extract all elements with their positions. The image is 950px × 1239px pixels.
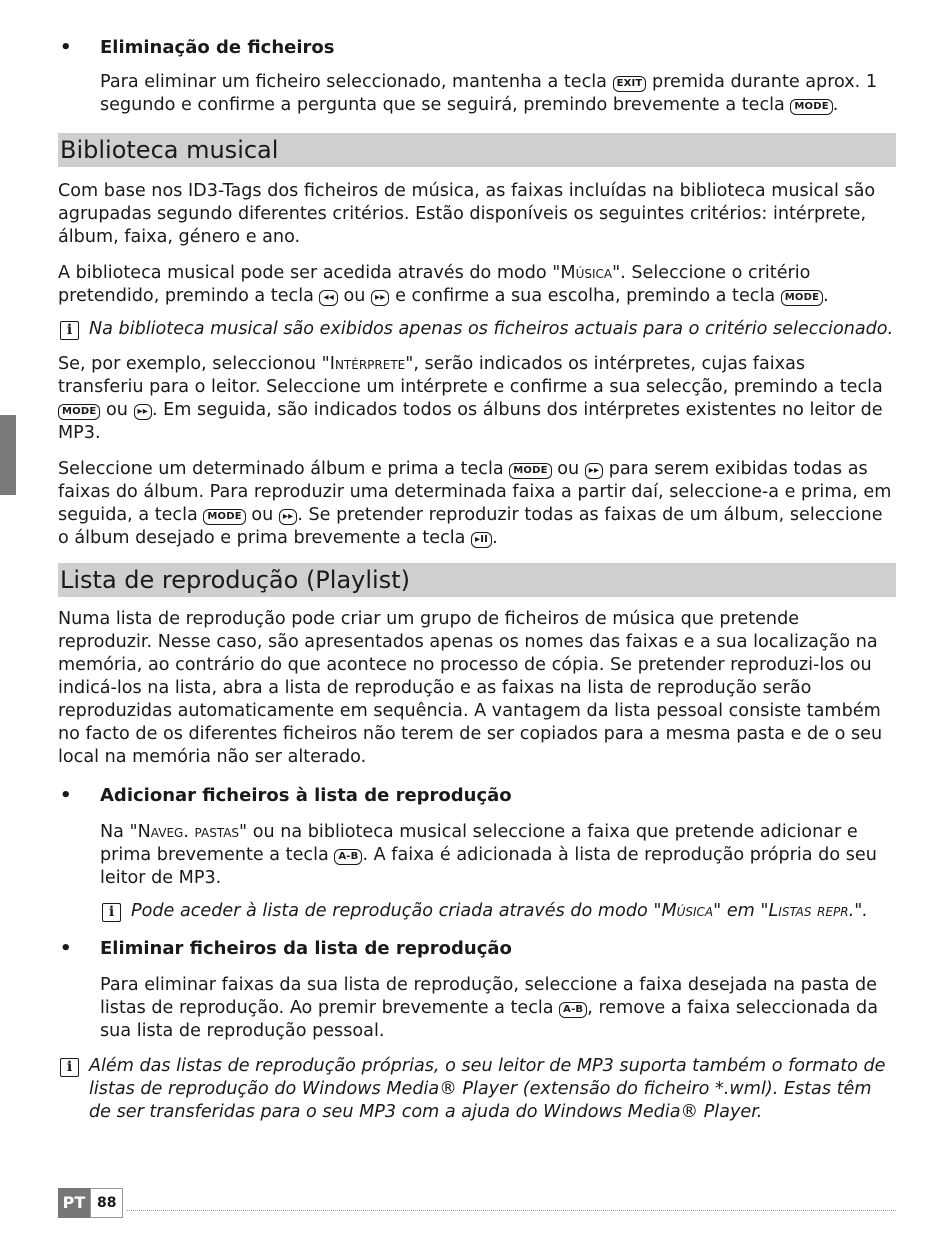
paragraph-library-access: A biblioteca musical pode ser acedida através do modo "Música". Seleccione o critério pretendido, premindo a tecla ◂◂ ou ▸▸ e confirme a sua escolha, premindo a tecla MODE . — [58, 263, 829, 306]
forward-key-icon: ▸▸ — [585, 463, 603, 479]
side-section-tab — [0, 415, 16, 495]
mode-key-icon: MODE — [203, 509, 245, 525]
section-heading-music-library: Biblioteca musical — [58, 133, 896, 167]
mode-key-icon: MODE — [790, 99, 832, 115]
paragraph-playlist-intro: Numa lista de reprodução pode criar um grupo de ficheiros de música que pretende reproduzir. Nesse caso, são apresentados apenas os nomes das faixas e a sua localização na memória, ao contrário do que acontece no processo de cópia. Se pretender reproduzi-los ou indicá-los na lista, abra a lista de reprodução e as faixas na lista de reprodução serão reproduzidas automaticamente em sequência. A vantagem da lista pessoal consiste também no facto de os diferentes ficheiros não terem de ser copiados para a mesma pasta e de o seu local na memória não ser alterado. — [58, 609, 883, 767]
paragraph-delete-files: Para eliminar um ficheiro seleccionado, mantenha a tecla EXIT premida durante aprox. 1 segundo e confirme a pergunta que se seguirá, premindo brevemente a tecla MODE . — [100, 72, 878, 115]
play-pause-key-icon: ▸II — [471, 532, 492, 548]
forward-key-icon: ▸▸ — [134, 404, 152, 420]
paragraph-library-performer: Se, por exemplo, seleccionou "Intérprete", serão indicados os intérpretes, cujas faixas transferiu para o leitor. Seleccione um intérprete e confirme a sua selecção, premindo a tecla MODE ou ▸▸ . Em seguida, são indicados todos os álbuns dos intérpretes existentes no leitor de MP3. — [58, 354, 883, 443]
note-playlist-access: i Pode aceder à lista de reprodução criada através do modo "Música" em "Listas repr.". — [58, 900, 896, 923]
rewind-key-icon: ◂◂ — [319, 290, 337, 306]
info-icon: i — [60, 321, 79, 340]
language-badge: PT — [58, 1188, 90, 1218]
bullet-icon: • — [60, 37, 72, 58]
note-windows-media: i Além das listas de reprodução próprias, o seu leitor de MP3 suporta também o formato de listas de reprodução do Windows Media® Player (extensão do ficheiro *.wml). Estas têm de ser transferidas para o seu MP3 com a ajuda do Windows Media® Player. — [58, 1055, 896, 1124]
bullet-icon: • — [60, 938, 72, 959]
paragraph-library-intro: Com base nos ID3-Tags dos ficheiros de música, as faixas incluídas na biblioteca musical são agrupadas segundo diferentes critérios. Estão disponíveis os seguintes critérios: intérprete, álbum, faixa, género e ano. — [58, 181, 876, 247]
paragraph-remove-files: Para eliminar faixas da sua lista de reprodução, seleccione a faixa desejada na pasta de listas de reprodução. Ao premir brevemente a tecla A-B , remove a faixa seleccionada da sua lista de reprodução pessoal. — [100, 975, 879, 1041]
page-footer — [58, 1188, 896, 1218]
bullet-icon: • — [60, 785, 72, 806]
bullet-heading-delete-files: • Eliminação de ficheiros — [60, 37, 335, 58]
mode-key-icon: MODE — [509, 463, 551, 479]
paragraph-add-files: Na "Naveg. pastas" ou na biblioteca musical seleccione a faixa que pretende adicionar e prima brevemente a tecla A-B . A faixa é adicionada à lista de reprodução própria do seu leitor de MP3. — [100, 822, 877, 888]
bullet-heading-remove-files: • Eliminar ficheiros da lista de reprodução — [60, 938, 512, 959]
mode-key-icon: MODE — [781, 290, 823, 306]
note-library: i Na biblioteca musical são exibidos apenas os ficheiros actuais para o critério seleccionado. — [58, 318, 896, 341]
section-heading-playlist: Lista de reprodução (Playlist) — [58, 563, 896, 597]
forward-key-icon: ▸▸ — [371, 290, 389, 306]
ab-key-icon: A-B — [334, 849, 362, 865]
ab-key-icon: A-B — [559, 1002, 587, 1018]
page-number: 88 — [90, 1188, 123, 1218]
page-content — [58, 36, 896, 1124]
mode-key-icon: MODE — [58, 404, 100, 420]
bullet-heading-add-files: • Adicionar ficheiros à lista de reprodução — [60, 785, 512, 806]
footer-dotted-rule — [127, 1196, 896, 1211]
info-icon: i — [60, 1058, 79, 1077]
paragraph-library-album: Seleccione um determinado álbum e prima a tecla MODE ou ▸▸ para serem exibidas todas as faixas do álbum. Para reproduzir uma determinada faixa a partir daí, seleccione-a e prima, em seguida, a tecla MODE ou ▸▸ . Se pretender reproduzir todas as faixas de um álbum, seleccione o álbum desejado e prima brevemente a tecla ▸II . — [58, 459, 892, 548]
exit-key-icon: EXIT — [613, 76, 647, 92]
forward-key-icon: ▸▸ — [279, 509, 297, 525]
info-icon: i — [102, 903, 121, 922]
